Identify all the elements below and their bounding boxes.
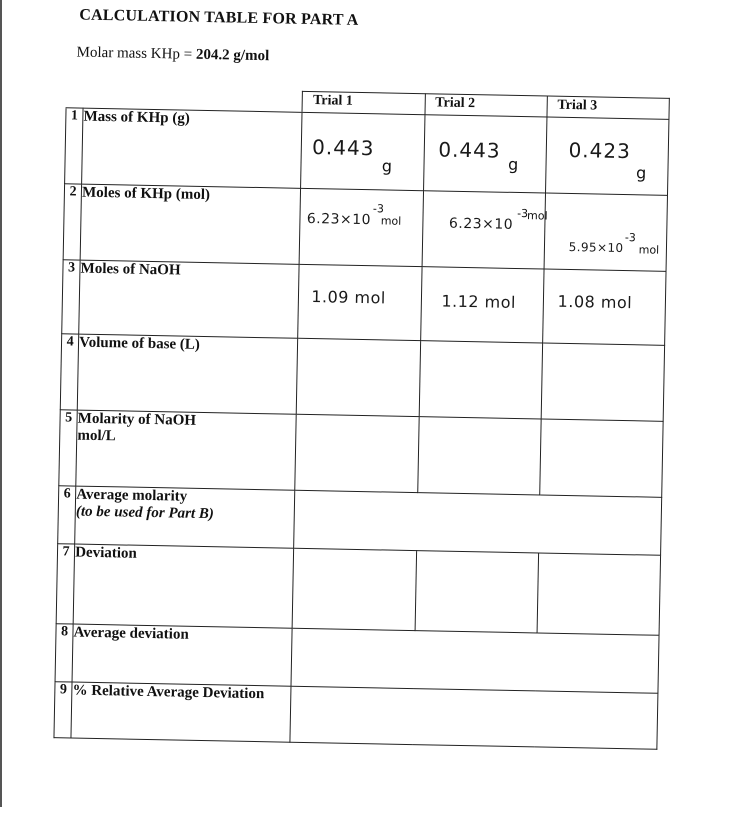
hw-moles-khp-exp-3: -3: [624, 231, 636, 245]
moles-naoh-trial-1: [298, 264, 422, 340]
header-trial-3: Trial 3: [547, 96, 670, 119]
row-label-subtext: (to be used for Part B): [75, 503, 215, 523]
hw-moles-khp-exp-2: -3: [517, 206, 529, 221]
row-number: 5: [59, 410, 78, 486]
average-deviation-cell: [291, 628, 659, 693]
moles-naoh-trial-3: [542, 269, 666, 345]
row-number: 3: [62, 260, 81, 334]
table-row: [54, 682, 658, 750]
volume-trial-3: [541, 343, 665, 421]
relative-deviation-cell: [290, 686, 658, 749]
hw-moles-khp-exp-1: -3: [372, 202, 385, 216]
hw-mass-unit-1: g: [381, 156, 393, 176]
row-label-text: Mass of KHp (g): [83, 108, 190, 127]
row-number: 4: [60, 334, 79, 410]
row-number: 7: [56, 544, 75, 624]
hw-mass-trial-3: 0.423: [568, 137, 632, 164]
row-label-subtext: mol/L: [77, 427, 116, 445]
molarity-trial-1: [295, 414, 419, 492]
row-label: [71, 682, 291, 742]
page-title: CALCULATION TABLE FOR PART A: [79, 6, 359, 29]
row-label-text: Moles of KHp (mol): [81, 184, 211, 204]
mass-trial-1: [301, 112, 425, 190]
deviation-trial-2: [415, 551, 539, 633]
row-number: 6: [58, 486, 76, 544]
hw-moles-naoh-2: 1.12 mol: [441, 291, 517, 312]
row-label: [72, 624, 292, 686]
molar-mass-label: Molar mass KHp =: [76, 44, 197, 63]
header-trial-1: Trial 1: [302, 91, 425, 114]
hw-moles-khp-2: 6.23×10: [448, 215, 514, 233]
table-row: [59, 410, 663, 498]
hw-moles-khp-1: 6.23×10: [306, 210, 372, 229]
moles-naoh-trial-2: [420, 267, 544, 343]
deviation-trial-1: [292, 548, 416, 630]
hw-moles-khp-unit-3: mol: [638, 243, 660, 257]
hw-mass-trial-2: 0.443: [438, 137, 501, 163]
row-number: 9: [54, 682, 72, 738]
hw-mass-unit-3: g: [635, 163, 647, 183]
volume-trial-1: [297, 338, 421, 416]
row-label-text: Average deviation: [73, 624, 189, 643]
molar-mass-value: 204.2 g/mol: [195, 46, 270, 65]
row-label: [77, 334, 298, 414]
row-label-text: Molarity of NaOH: [77, 410, 197, 429]
row-label: [80, 184, 301, 264]
hw-mass-unit-2: g: [507, 154, 519, 174]
row-label: [76, 410, 297, 490]
moles-khp-trial-1: [299, 188, 423, 266]
table-row: [62, 260, 666, 346]
row-label-text: % Relative Average Deviation: [72, 682, 265, 703]
row-label: [73, 544, 294, 628]
deviation-trial-3: [537, 553, 661, 635]
row-label: [75, 486, 295, 548]
molarity-trial-2: [417, 417, 541, 495]
row-label-text: Deviation: [75, 544, 137, 562]
row-label: [79, 260, 300, 338]
row-number: 8: [55, 624, 73, 682]
molar-mass-line: [76, 44, 269, 65]
row-number: 2: [63, 184, 82, 260]
hw-moles-naoh-3: 1.08 mol: [557, 291, 633, 313]
average-molarity-cell: [294, 490, 662, 555]
table-row: [63, 184, 667, 272]
row-label: [82, 108, 303, 188]
mass-trial-3: [545, 117, 669, 195]
table-row: [60, 334, 664, 422]
table-row: [56, 544, 660, 636]
row-label-text: Moles of NaOH: [80, 260, 181, 279]
hw-moles-khp-3: 5.95×10: [568, 239, 624, 256]
hw-moles-khp-unit-1: mol: [380, 214, 402, 228]
table-row: [65, 108, 669, 196]
hw-mass-trial-1: 0.443: [311, 135, 375, 161]
calculation-table: [53, 86, 669, 749]
volume-trial-2: [419, 341, 543, 419]
molarity-trial-3: [539, 419, 663, 497]
row-label-text: Average molarity: [76, 486, 188, 505]
header-trial-2: Trial 2: [425, 94, 548, 117]
row-label-text: Volume of base (L): [79, 334, 201, 353]
hw-moles-khp-unit-2: mol: [526, 209, 548, 223]
moles-khp-trial-3: [544, 193, 668, 271]
row-number: 1: [65, 108, 84, 184]
mass-trial-2: [423, 115, 547, 193]
hw-moles-naoh-1: 1.09 mol: [311, 287, 387, 308]
moles-khp-trial-2: [422, 191, 546, 269]
